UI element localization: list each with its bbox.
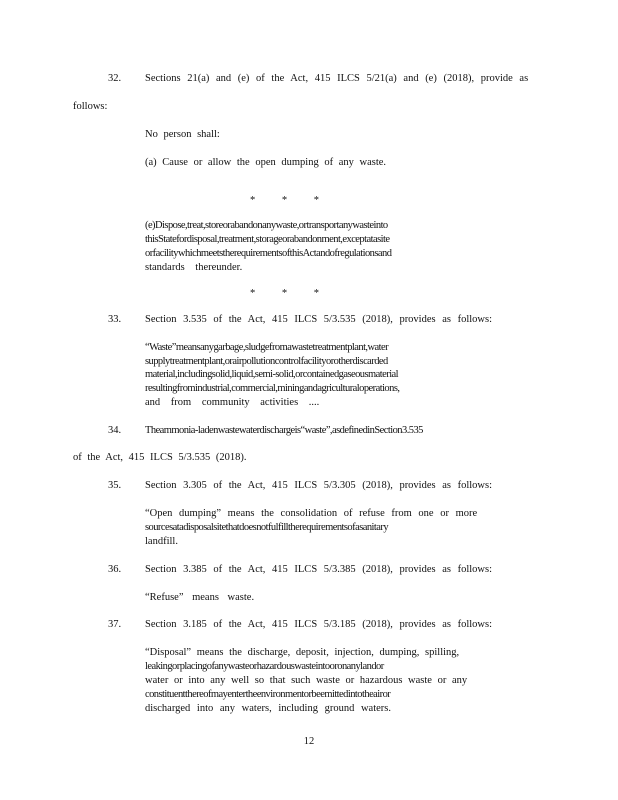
quote-37-line-2: leakingorplacingofanywasteorhazardouswasteintooronanylandor bbox=[145, 661, 384, 672]
paragraph-32-continuation: follows: bbox=[73, 101, 108, 112]
paragraph-37-text: Section 3.185 of the Act, 415 ILCS 5/3.185 (2018), provides as follows: bbox=[145, 619, 493, 630]
paragraph-34-text: Theammonia-ladenwastewaterdischargeis“waste”,asdefinedinSection3.535 bbox=[145, 425, 423, 436]
quote-35-line-1: “Open dumping” means the consolidation of refuse from one or more bbox=[145, 508, 478, 519]
quote-35-line-3: landfill. bbox=[145, 536, 178, 547]
quote-37-line-1: “Disposal” means the discharge, deposit, injection, dumping, spilling, bbox=[145, 647, 460, 658]
paragraph-number-32: 32. bbox=[108, 73, 122, 84]
quote-32-line-2: (a) Cause or allow the open dumping of any waste. bbox=[145, 157, 387, 168]
quote-33-line-2: supplytreatmentplant,orairpollutioncontrolfacilityorotherdiscarded bbox=[145, 356, 388, 367]
quote-37-line-3: water or into any well so that such waste or hazardous waste or any bbox=[145, 675, 468, 686]
paragraph-35-text: Section 3.305 of the Act, 415 ILCS 5/3.305 (2018), provides as follows: bbox=[145, 480, 493, 491]
paragraph-32-text: Sections 21(a) and (e) of the Act, 415 ILCS 5/21(a) and (e) (2018), provide as bbox=[145, 73, 529, 84]
quote-33-line-3: material,includingsolid,liquid,semi-solid,orcontainedgaseousmaterial bbox=[145, 369, 399, 380]
quote-33-line-4: resultingfromindustrial,commercial,miningandagriculturaloperations, bbox=[145, 383, 400, 394]
quote-37-line-5: discharged into any waters, including ground waters. bbox=[145, 703, 392, 714]
page-number: 12 bbox=[303, 736, 315, 747]
quote-32-e-line-4: standards thereunder. bbox=[145, 262, 243, 273]
paragraph-number-35: 35. bbox=[108, 480, 122, 491]
paragraph-number-33: 33. bbox=[108, 314, 122, 325]
ellipsis-stars: * * * bbox=[250, 288, 319, 299]
ellipsis-stars: * * * bbox=[250, 195, 319, 206]
quote-32-line-1: No person shall: bbox=[145, 129, 220, 140]
paragraph-number-34: 34. bbox=[108, 425, 122, 436]
paragraph-number-37: 37. bbox=[108, 619, 122, 630]
quote-35-line-2: sourcesatadisposalsitethatdoesnotfulfilltherequirementsofasanitary bbox=[145, 522, 389, 533]
quote-33-line-1: “Waste”meansanygarbage,sludgefromawastetreatmentplant,water bbox=[145, 342, 389, 353]
paragraph-36-text: Section 3.385 of the Act, 415 ILCS 5/3.385 (2018), provides as follows: bbox=[145, 564, 493, 575]
quote-33-line-5: and from community activities .... bbox=[145, 397, 320, 408]
paragraph-number-36: 36. bbox=[108, 564, 122, 575]
paragraph-33-text: Section 3.535 of the Act, 415 ILCS 5/3.535 (2018), provides as follows: bbox=[145, 314, 493, 325]
quote-32-e-line-3: orfacilitywhichmeetstherequirementsofthisActandofregulationsand bbox=[145, 248, 392, 259]
quote-32-e-line-1: (e)Dispose,treat,storeorabandonanywaste,ortransportanywasteinto bbox=[145, 220, 388, 231]
quote-32-e-line-2: thisStatefordisposal,treatment,storageorabandonment,exceptatasite bbox=[145, 234, 390, 245]
quote-37-line-4: constituentthereofmayentertheenvironmentorbeemittedintotheairor bbox=[145, 689, 391, 700]
paragraph-34-continuation: of the Act, 415 ILCS 5/3.535 (2018). bbox=[73, 452, 247, 463]
quote-36-line-1: “Refuse” means waste. bbox=[145, 592, 255, 603]
